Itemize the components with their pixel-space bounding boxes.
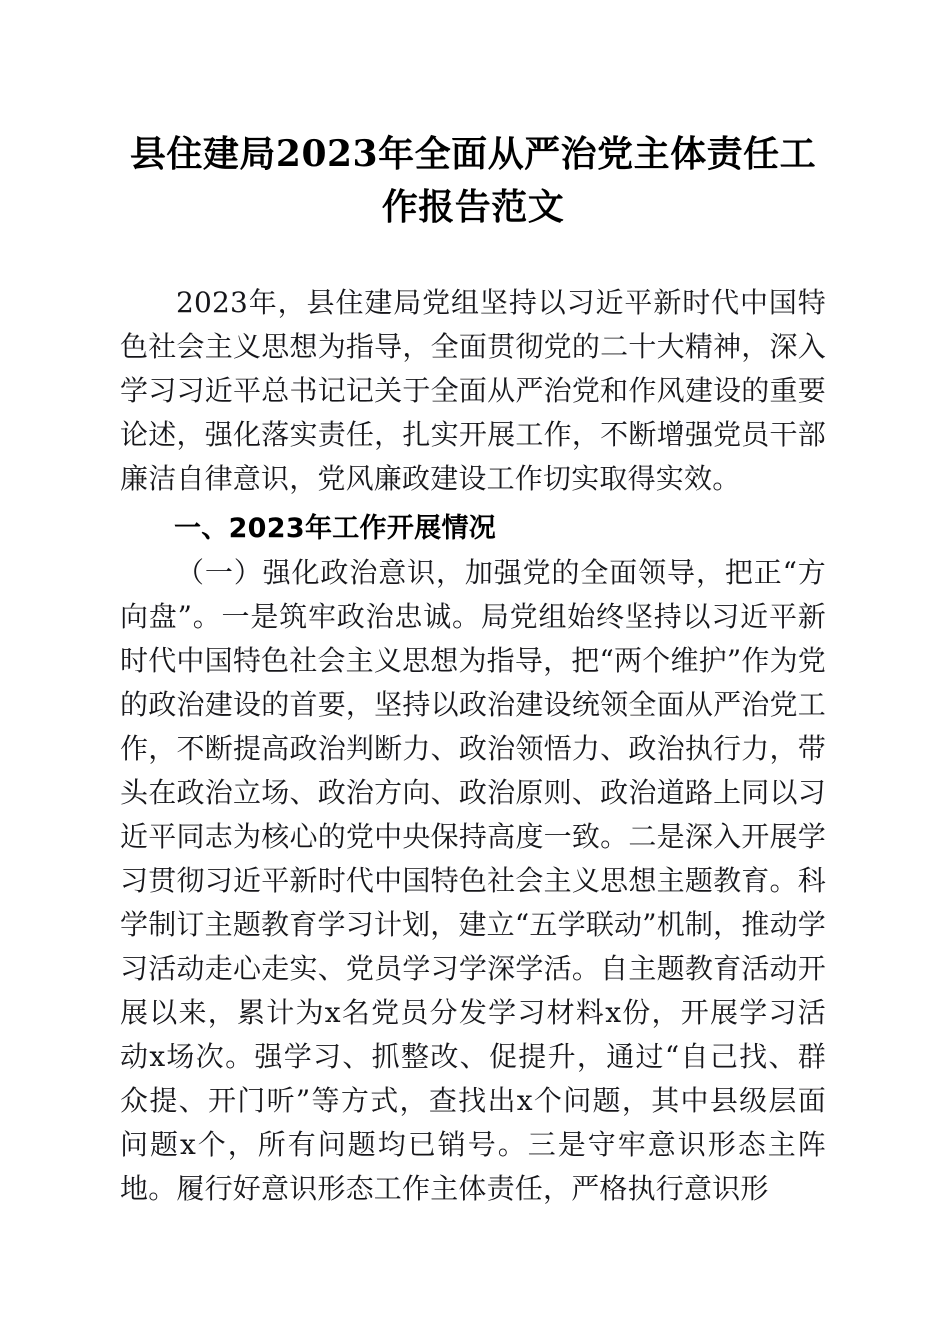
section-1-item-1-paragraph: （一）强化政治意识，加强党的全面领导，把正“方向盘”。一是筑牢政治忠诚。局党组始终坚持以习近平新时代中国特色社会主义思想为指导，把“两个维护”作为党的政治建设的首要，坚持以政治建设统领全面从严治党工作，不断提高政治判断力、政治领悟力、政治执行力，带头在政治立场、政治方向、政治原则、政治道路上同以习近平同志为核心的党中央保持高度一致。二是深入开展学习贯彻习近平新时代中国特色社会主义思想主题教育。科学制订主题教育学习计划，建立“五学联动”机制，推动学习活动走心走实、党员学习学深学活。自主题教育活动开展以来，累计为x名党员分发学习材料x份，开展学习活动x场次。强学习、抓整改、促提升，通过“自己找、群众提、开门听”等方式，查找出x个问题，其中县级层面问题x个，所有问题均已销号。三是守牢意识形态主阵地。履行好意识形态工作主体责任，严格执行意识形 <box>120 556 826 1205</box>
intro-paragraph: 2023年，县住建局党组坚持以习近平新时代中国特色社会主义思想为指导，全面贯彻党的二十大精神，深入学习习近平总书记记关于全面从严治党和作风建设的重要论述，强化落实责任，扎实开展工作，不断增强党员干部廉洁自律意识，党风廉政建设工作切实取得实效。 <box>120 286 826 495</box>
section-heading-1: 一、2023年工作开展情况 <box>174 513 497 544</box>
page-content-area <box>120 0 826 1211</box>
document-title: 县住建局2023年全面从严治党主体责任工作报告范文 <box>129 133 817 228</box>
